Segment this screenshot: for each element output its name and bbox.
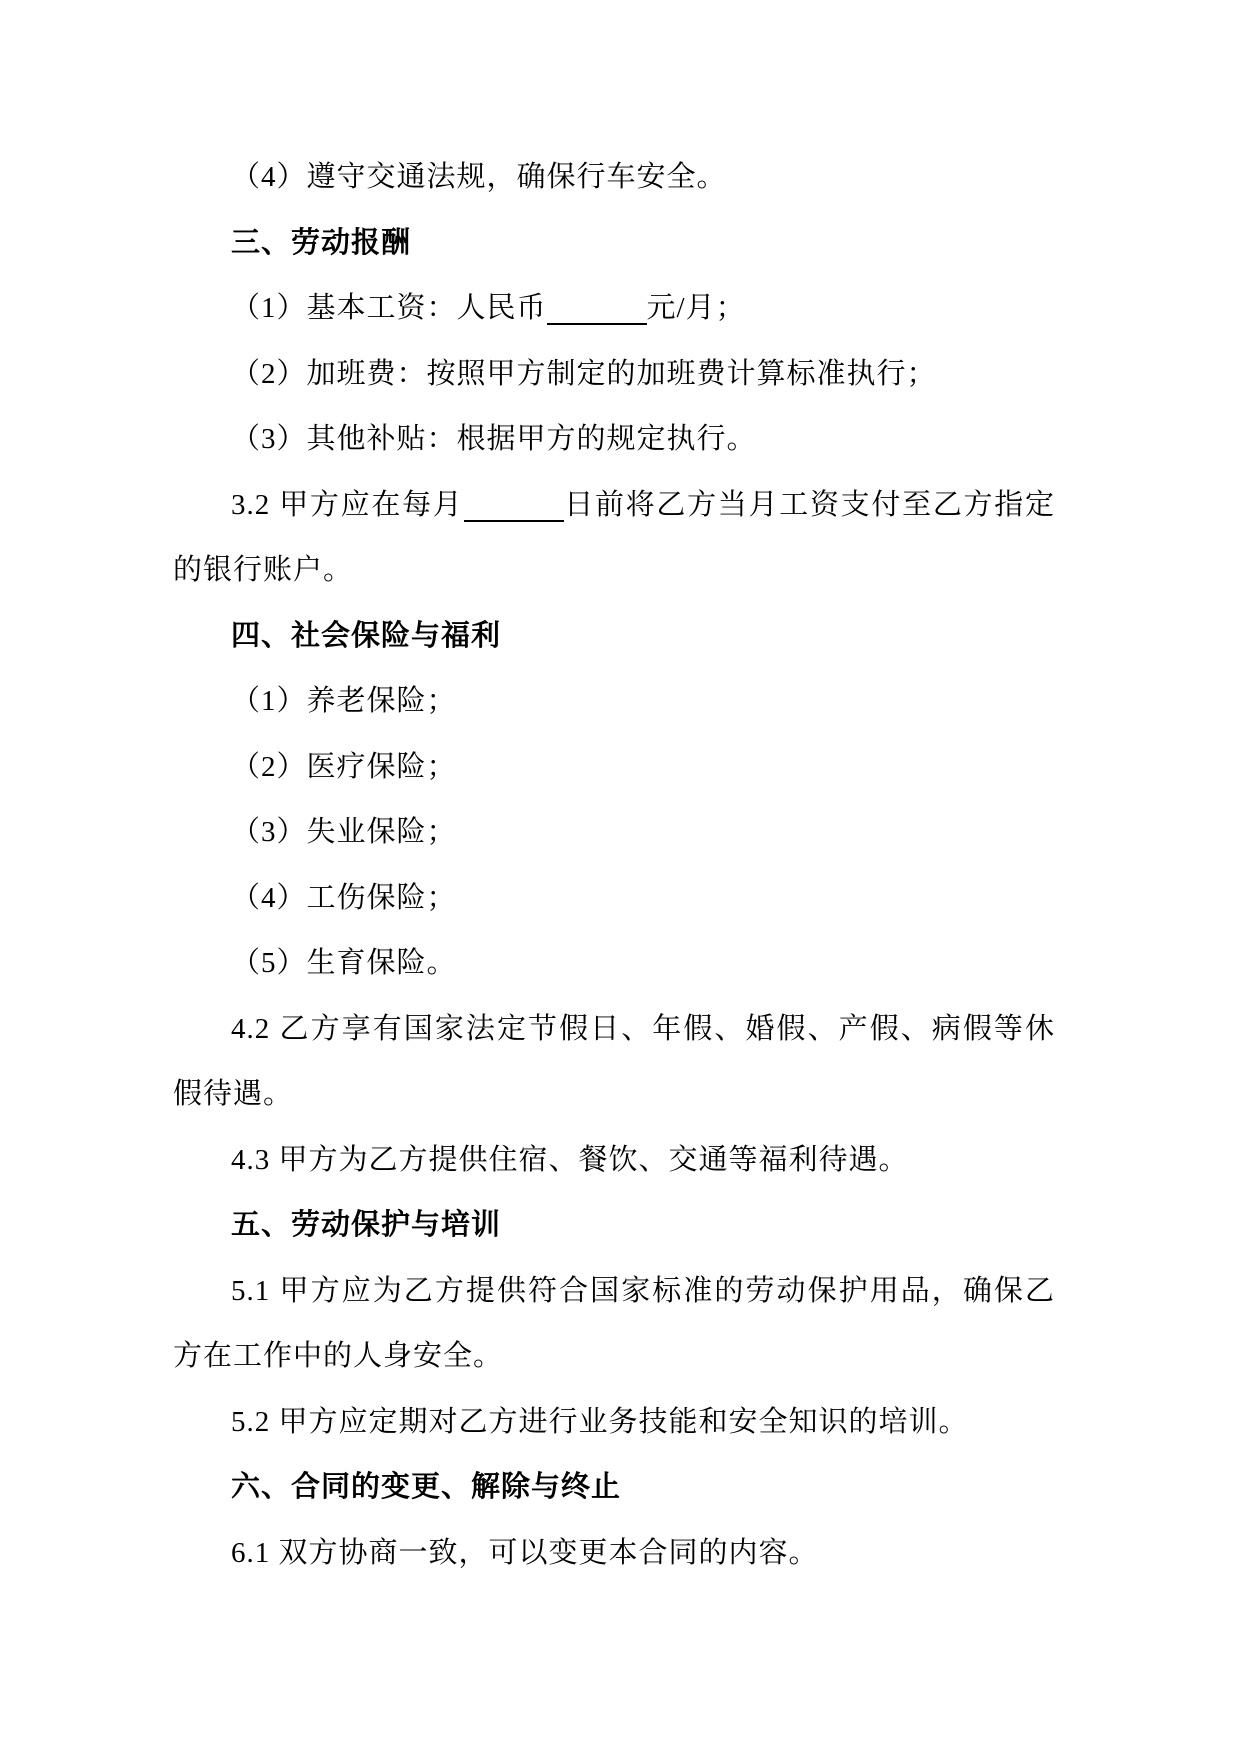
section-heading-6: 六、合同的变更、解除与终止 xyxy=(231,1471,622,1503)
salary-fill-in-blank[interactable] xyxy=(547,323,647,325)
clause-4-2: 4.2 乙方享有国家法定节假日、年假、婚假、产假、病假等休假待遇。 xyxy=(173,1012,1055,1110)
clause-text-after-blank: 日前将乙方当月工资支付至乙方指定的银行账户。 xyxy=(173,488,1055,586)
clause-text-before-blank: 3.2 甲方应在每月 xyxy=(231,488,464,521)
clause-text-before-blank: （1）基本工资：人民币 xyxy=(231,292,547,324)
clause-4-1-item-1: （1）养老保险； xyxy=(231,685,457,717)
pay-day-fill-in-blank[interactable] xyxy=(464,520,564,522)
contract-body xyxy=(173,145,1055,1586)
clause-4-1-item-2: （2）医疗保险； xyxy=(231,750,457,783)
section-heading-5: 五、劳动保护与培训 xyxy=(231,1209,502,1241)
clause-6-1: 6.1 双方协商一致，可以变更本合同的内容。 xyxy=(231,1536,819,1569)
clause-5-2: 5.2 甲方应定期对乙方进行业务技能和安全知识的培训。 xyxy=(231,1405,969,1438)
clause-3-1-item-3: （3）其他补贴：根据甲方的规定执行。 xyxy=(231,423,757,455)
clause-4-1-item-5: （5）生育保险。 xyxy=(231,947,457,979)
section-heading-4: 四、社会保险与福利 xyxy=(231,619,502,652)
clause-3-2 xyxy=(173,473,1055,604)
clause-4-1-item-3: （3）失业保险； xyxy=(231,816,457,848)
clause-4-1-item-4: （4）工伤保险； xyxy=(231,881,457,914)
clause-2-4: （4）遵守交通法规，确保行车安全。 xyxy=(231,161,727,193)
section-heading-3: 三、劳动报酬 xyxy=(231,226,412,259)
clause-text-after-blank: 元/月； xyxy=(646,292,746,324)
clause-3-1-item-1 xyxy=(173,276,1055,342)
clause-3-1-item-2: （2）加班费：按照甲方制定的加班费计算标准执行； xyxy=(231,357,937,390)
clause-5-1: 5.1 甲方应为乙方提供符合国家标准的劳动保护用品，确保乙方在工作中的人身安全。 xyxy=(173,1274,1055,1372)
clause-4-3: 4.3 甲方为乙方提供住宿、餐饮、交通等福利待遇。 xyxy=(231,1143,909,1176)
